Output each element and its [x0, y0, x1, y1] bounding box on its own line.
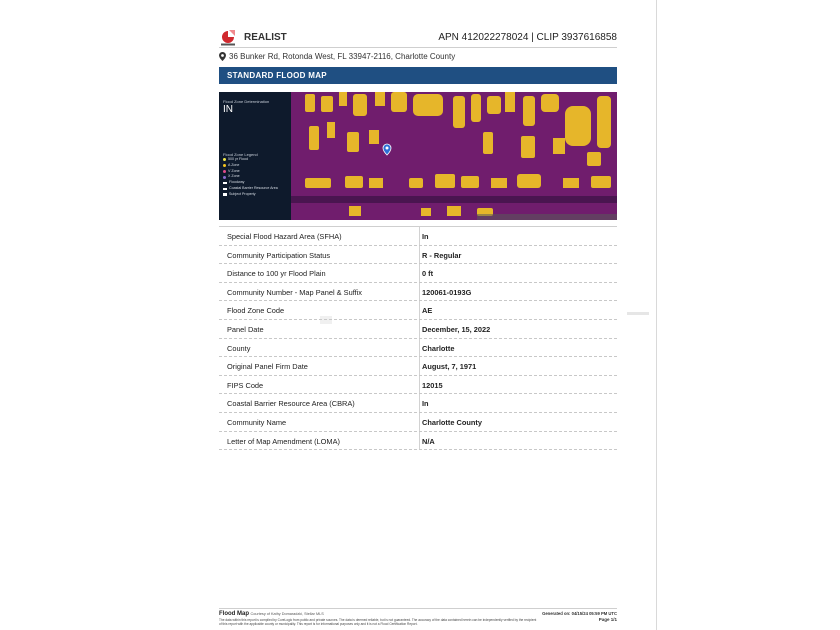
apn-clip-ids: APN 412022278024 | CLIP 3937616858	[438, 32, 617, 43]
map-legend-panel	[219, 92, 291, 220]
row-value: R - Regular	[422, 250, 462, 260]
row-value: AE	[422, 306, 433, 316]
footer-courtesy: Courtesy of Kathy Domaradzki, Stellar MLS	[250, 612, 324, 616]
table-row	[219, 376, 617, 395]
brand-name: REALIST	[244, 32, 287, 43]
row-label: Community Participation Status	[227, 250, 331, 260]
table-row	[219, 413, 617, 432]
row-value: In	[422, 232, 429, 241]
legend-swatch	[223, 182, 227, 185]
legend-item: A Zone	[223, 163, 278, 169]
table-row	[219, 246, 617, 265]
row-label: Coastal Barrier Resource Area (CBRA)	[227, 399, 355, 409]
table-row	[219, 394, 617, 413]
row-label: Community Name	[227, 417, 287, 427]
property-address	[219, 52, 455, 61]
row-value: N/A	[422, 436, 435, 446]
row-value: In	[422, 399, 429, 409]
table-row	[219, 432, 617, 451]
flood-map	[219, 92, 617, 220]
table-row	[219, 320, 617, 339]
legend-item: Floodway	[223, 180, 278, 186]
row-label: FIPS Code	[227, 380, 264, 390]
footer-disclaimer: The data within this report is compiled by CoreLogic from public and private sources. The data is deemed reliable, but is not guaranteed. The accuracy of the data contained herein can be independently verified by the recipient of this report with the applicable county or municipality. This report is for informational purposes only and it is not a Flood Certification Report.	[219, 618, 537, 626]
row-label: Original Panel Firm Date	[227, 362, 308, 372]
row-value: August, 7, 1971	[422, 362, 477, 372]
row-value: 12015	[422, 380, 443, 390]
page-edge	[656, 0, 657, 630]
legend-swatch	[223, 158, 226, 161]
legend-item: Subject Property	[223, 192, 278, 198]
row-label: County	[227, 343, 251, 353]
scan-speck	[627, 312, 649, 315]
location-pin-icon	[219, 52, 226, 61]
header-divider	[219, 47, 617, 48]
row-value: December, 15, 2022	[422, 324, 491, 334]
report-header	[219, 30, 617, 46]
legend-swatch	[223, 176, 226, 179]
row-label: Letter of Map Amendment (LOMA)	[227, 436, 340, 446]
row-label: Distance to 100 yr Flood Plain	[227, 269, 326, 279]
row-label: Special Flood Hazard Area (SFHA)	[227, 232, 342, 241]
legend-item: Coastal Barrier Resource Area	[223, 186, 278, 192]
row-value: 0 ft	[422, 269, 434, 279]
row-value: 120061-0193G	[422, 287, 472, 297]
table-row	[219, 339, 617, 358]
table-row	[219, 301, 617, 320]
legend-item: X Zone	[223, 174, 278, 180]
table-row	[219, 283, 617, 302]
address-text: 36 Bunker Rd, Rotonda West, FL 33947-2116, Charlotte County	[229, 52, 456, 61]
legend-list	[223, 157, 278, 198]
row-label: Flood Zone Code	[227, 306, 285, 316]
corelogic-logo-icon	[221, 30, 235, 46]
footer-page-number: Page 1/1	[598, 617, 617, 622]
legend-swatch	[223, 164, 226, 167]
footer-generated: Generated on: 04/15/24 05:59 PM UTC	[542, 611, 617, 616]
row-label: Community Number - Map Panel & Suffix	[227, 287, 362, 297]
determination-value: IN	[223, 104, 233, 115]
footer-divider	[219, 608, 617, 609]
legend-item: 500 yr Flood	[223, 157, 278, 163]
flood-details-table	[219, 226, 617, 450]
aerial-flood-map-image	[291, 92, 617, 220]
legend-swatch	[223, 188, 227, 191]
section-title-bar: STANDARD FLOOD MAP	[219, 67, 617, 84]
row-value: Charlotte County	[422, 417, 482, 427]
determination-title: Flood Zone Determination	[223, 99, 270, 104]
legend-item: V Zone	[223, 169, 278, 175]
row-value: Charlotte	[422, 343, 455, 353]
legend-swatch	[223, 170, 226, 173]
legend-swatch	[223, 193, 227, 196]
legend-title: Flood Zone Legend	[223, 152, 258, 157]
footer-title	[219, 611, 324, 617]
footer-report-name: Flood Map	[219, 611, 249, 617]
table-row	[219, 226, 617, 246]
row-label: Panel Date	[227, 324, 264, 334]
table-row	[219, 357, 617, 376]
table-row	[219, 264, 617, 283]
